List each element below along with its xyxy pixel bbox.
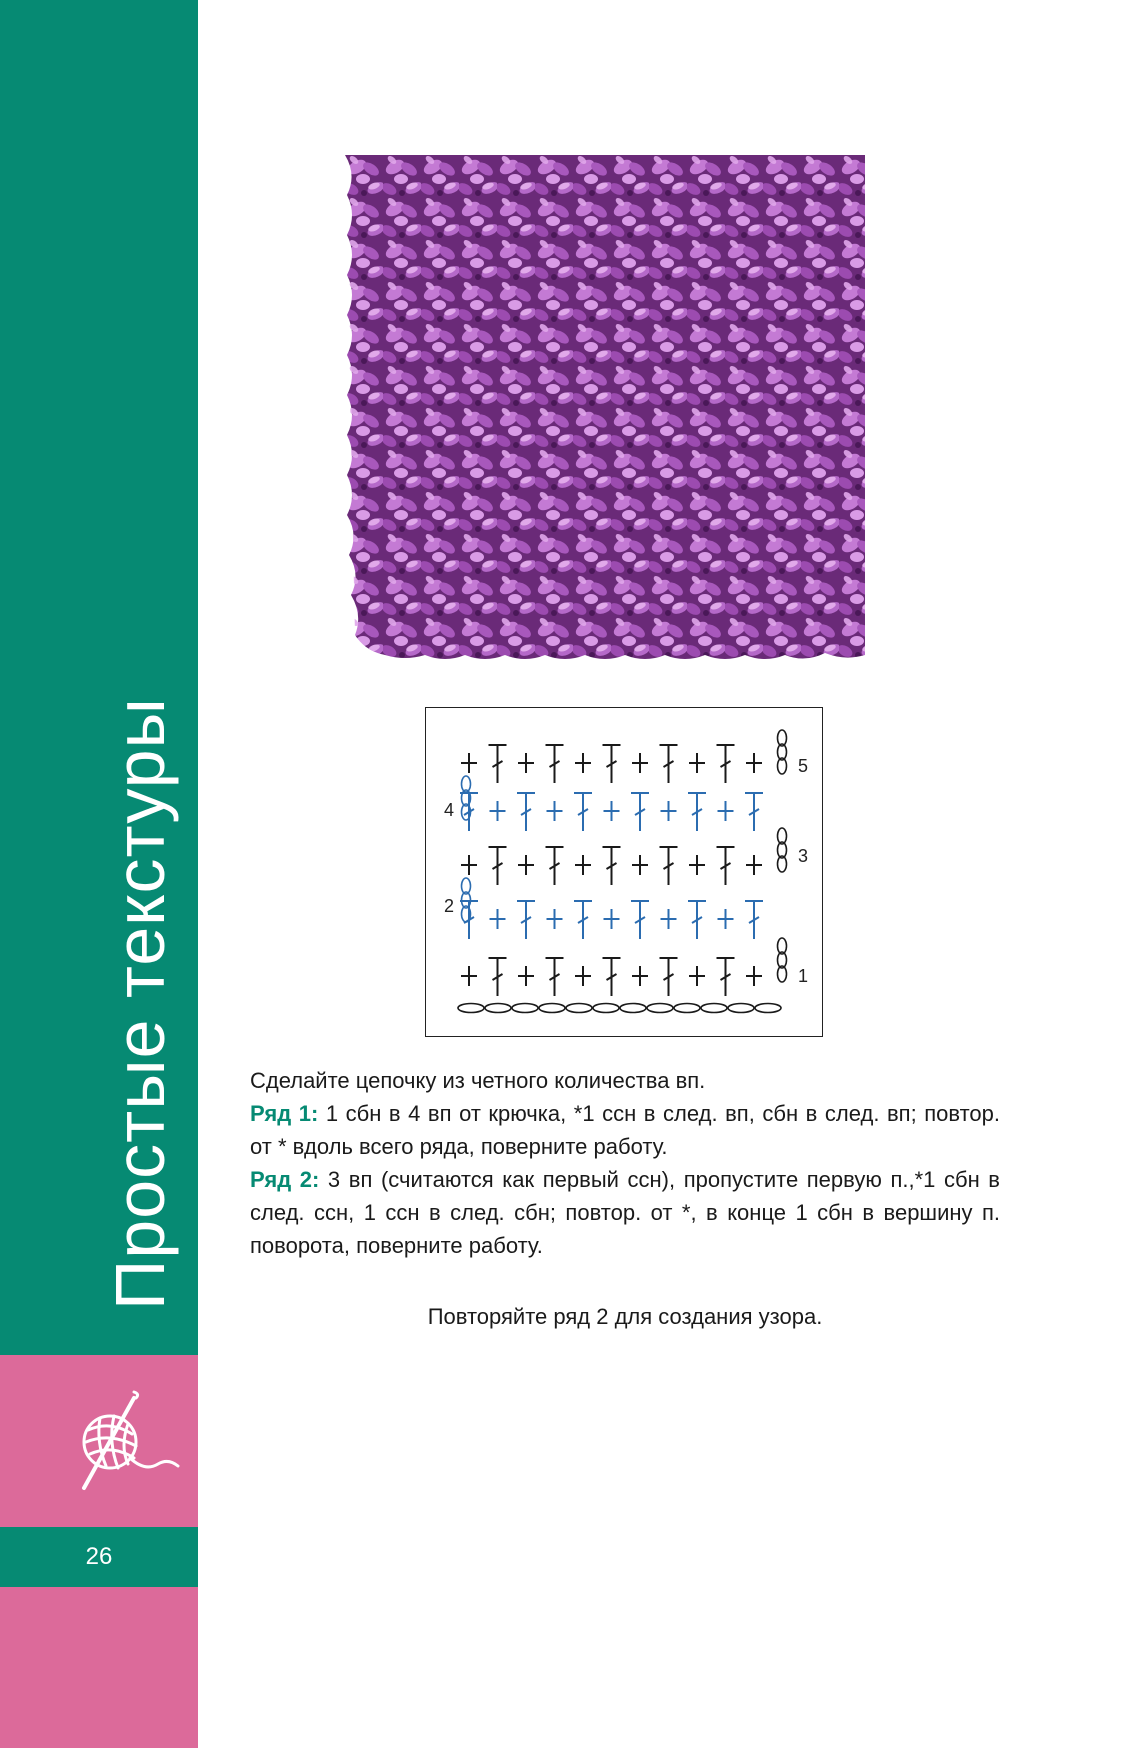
chain-stitch: [512, 1004, 538, 1013]
chain-stitch: [620, 1004, 646, 1013]
chain-stitch: [485, 1004, 511, 1013]
chain-stitch: [539, 1004, 565, 1013]
row-number-label: 4: [444, 800, 455, 820]
instructions: [250, 1064, 1000, 1262]
chain-stitch: [755, 1004, 781, 1013]
row-1-label: Ряд 1:: [250, 1101, 319, 1126]
row-2-instruction: [250, 1163, 1000, 1262]
chain-stitch: [566, 1004, 592, 1013]
sidebar-pink-bottom-band: [0, 1587, 198, 1748]
stitch-chart-svg: [426, 708, 822, 1035]
repeat-note: Повторяйте ряд 2 для создания узора.: [427, 1304, 823, 1329]
row-number-label: 1: [798, 966, 809, 986]
row-1-text: 1 сбн в 4 вп от крючка, *1 ссн в след. вп, сбн в след. вп; повтор. от * вдоль всего ряда, поверните работу.: [250, 1101, 1000, 1159]
row-2-label: Ряд 2:: [250, 1167, 320, 1192]
row-1-instruction: [250, 1097, 1000, 1163]
row-2-text: 3 вп (считаются как первый ссн), пропустите первую п.,*1 сбн в след. ссн, 1 ссн в след. сбн; повтор. от *, в конце 1 сбн в вершину п. поворота, поверните работу.: [250, 1167, 1000, 1258]
crochet-swatch-photo: [345, 155, 885, 695]
chain-stitch: [701, 1004, 727, 1013]
section-title: Простые текстуры: [101, 697, 179, 1310]
chain-stitch: [674, 1004, 700, 1013]
chain-stitch: [647, 1004, 673, 1013]
row-number-label: 2: [444, 896, 455, 916]
sidebar: [0, 0, 198, 1748]
page-number: 26: [85, 1543, 113, 1570]
purple-crochet-swatch-icon: [345, 155, 885, 695]
row-number-label: 3: [798, 846, 809, 866]
chain-stitch: [458, 1004, 484, 1013]
crochet-diagram: [425, 707, 823, 1037]
row-number-label: 5: [798, 756, 809, 776]
yarn-ball-with-hook-icon: [70, 1390, 185, 1500]
chain-stitch: [728, 1004, 754, 1013]
chain-stitch: [593, 1004, 619, 1013]
intro-line: Сделайте цепочку из четного количества вп.: [250, 1068, 706, 1093]
